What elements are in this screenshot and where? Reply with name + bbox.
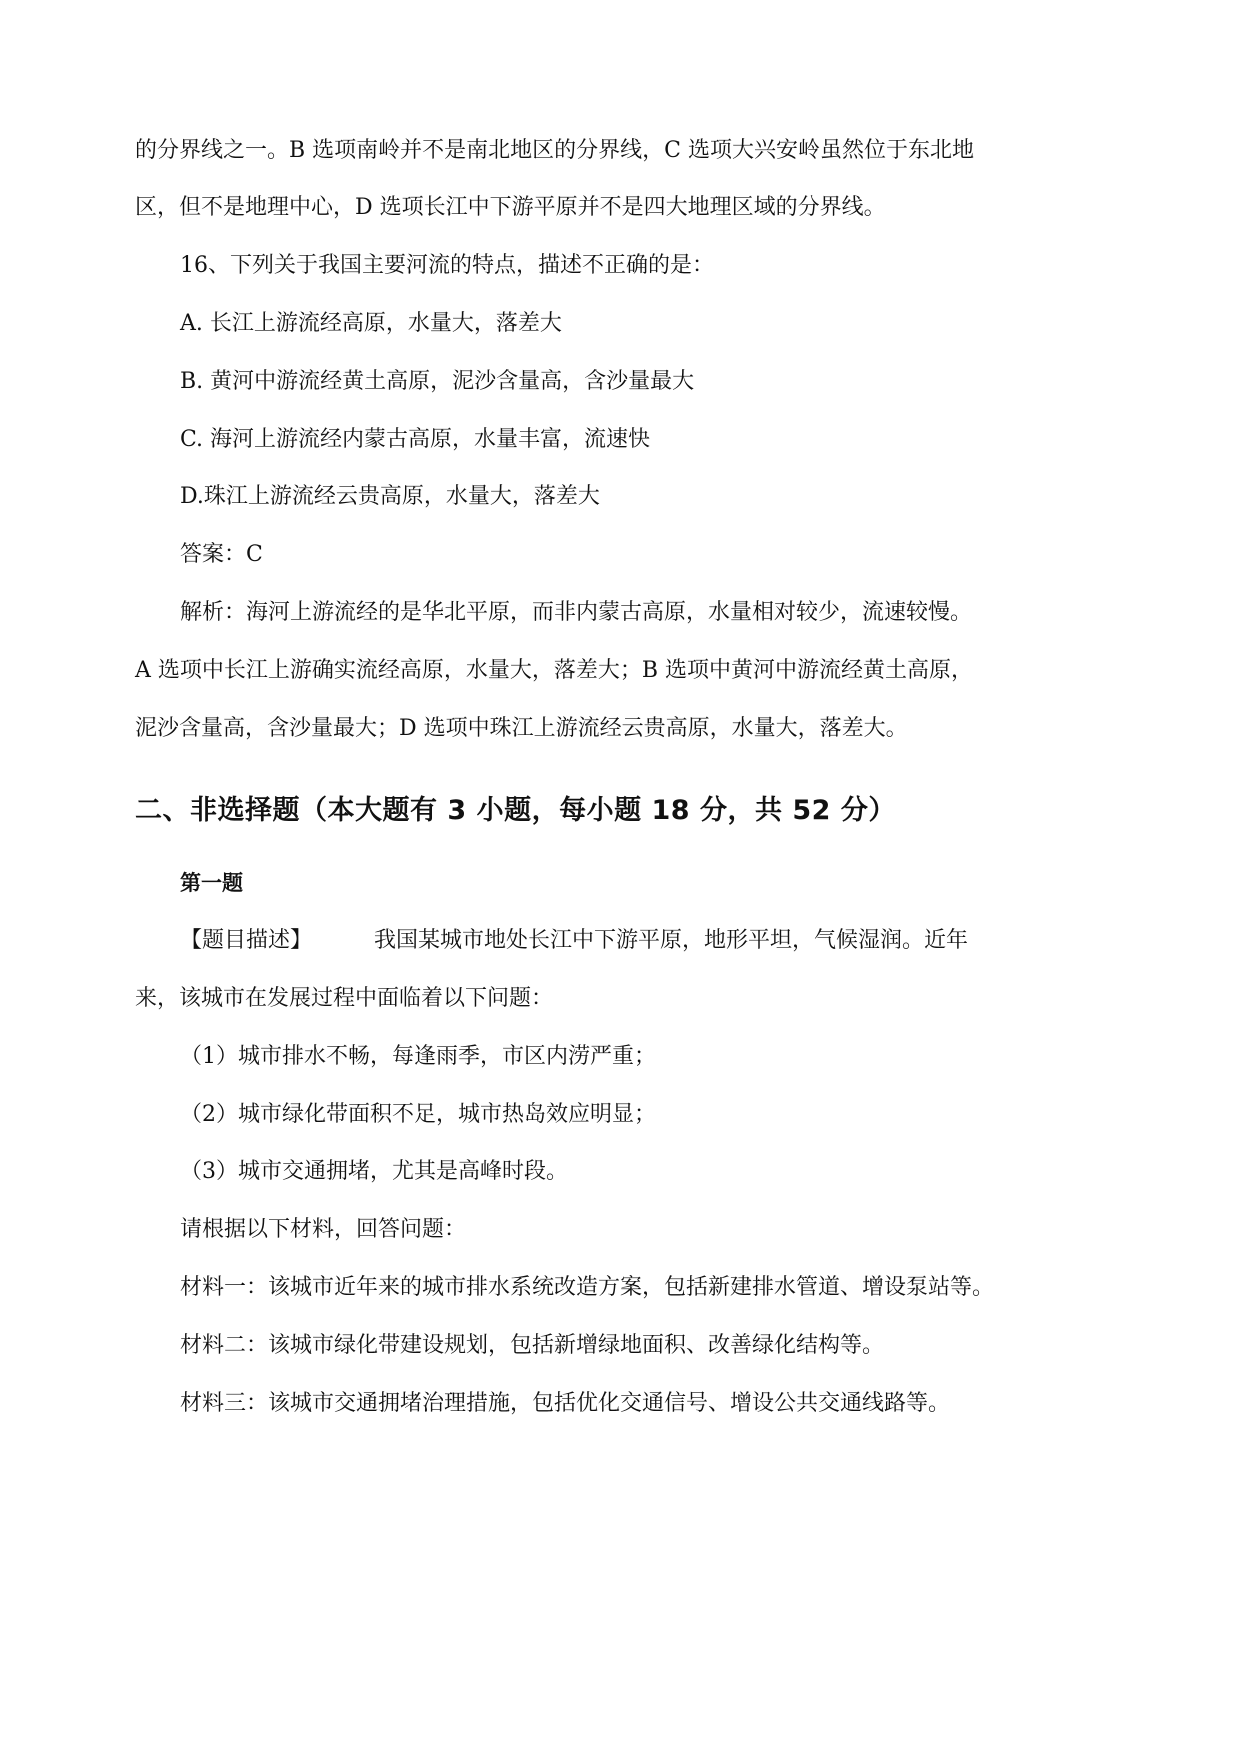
question-16-stem: 16、下列关于我国主要河流的特点，描述不正确的是： bbox=[180, 253, 714, 278]
option-c: C. 海河上游流经内蒙古高原，水量丰富，流速快 bbox=[180, 427, 651, 452]
material-2: 材料二：该城市绿化带建设规划，包括新增绿地面积、改善绿化结构等。 bbox=[180, 1333, 885, 1358]
analysis-line-1: 解析：海河上游流经的是华北平原，而非内蒙古高原，水量相对较少，流速较慢。 bbox=[180, 600, 973, 625]
prev-analysis-line-1: 的分界线之一。B 选项南岭并不是南北地区的分界线，C 选项大兴安岭虽然位于东北地 bbox=[135, 138, 974, 163]
analysis-line-2: A 选项中长江上游确实流经高原，水量大，落差大；B 选项中黄河中游流经黄土高原， bbox=[135, 658, 974, 683]
material-3: 材料三：该城市交通拥堵治理措施，包括优化交通信号、增设公共交通线路等。 bbox=[180, 1391, 951, 1416]
section-heading: 二、非选择题（本大题有 3 小题，每小题 18 分，共 52 分） bbox=[135, 795, 896, 826]
option-d: D.珠江上游流经云贵高原，水量大，落差大 bbox=[180, 484, 600, 509]
problem-3: （3）城市交通拥堵，尤其是高峰时段。 bbox=[180, 1159, 568, 1184]
option-a: A. 长江上游流经高原，水量大，落差大 bbox=[180, 311, 562, 336]
answer-line: 答案：C bbox=[180, 542, 263, 567]
option-b: B. 黄河中游流经黄土高原，泥沙含量高，含沙量最大 bbox=[180, 369, 695, 394]
material-prompt: 请根据以下材料，回答问题： bbox=[180, 1217, 467, 1242]
material-1: 材料一：该城市近年来的城市排水系统改造方案，包括新建排水管道、增设泵站等。 bbox=[180, 1275, 995, 1300]
problem-2: （2）城市绿化带面积不足，城市热岛效应明显； bbox=[180, 1102, 656, 1127]
question-1-title: 第一题 bbox=[180, 871, 243, 895]
description-text: 我国某城市地处长江中下游平原，地形平坦，气候湿润。近年 bbox=[374, 928, 969, 953]
description-line-2: 来，该城市在发展过程中面临着以下问题： bbox=[135, 986, 554, 1011]
analysis-line-3: 泥沙含量高，含沙量最大；D 选项中珠江上游流经云贵高原，水量大，落差大。 bbox=[135, 716, 908, 741]
prev-analysis-line-2: 区，但不是地理中心，D 选项长江中下游平原并不是四大地理区域的分界线。 bbox=[135, 195, 886, 220]
description-line-1 bbox=[180, 926, 968, 956]
description-label: 【题目描述】 bbox=[180, 928, 313, 953]
problem-1: （1）城市排水不畅，每逢雨季，市区内涝严重； bbox=[180, 1044, 656, 1069]
